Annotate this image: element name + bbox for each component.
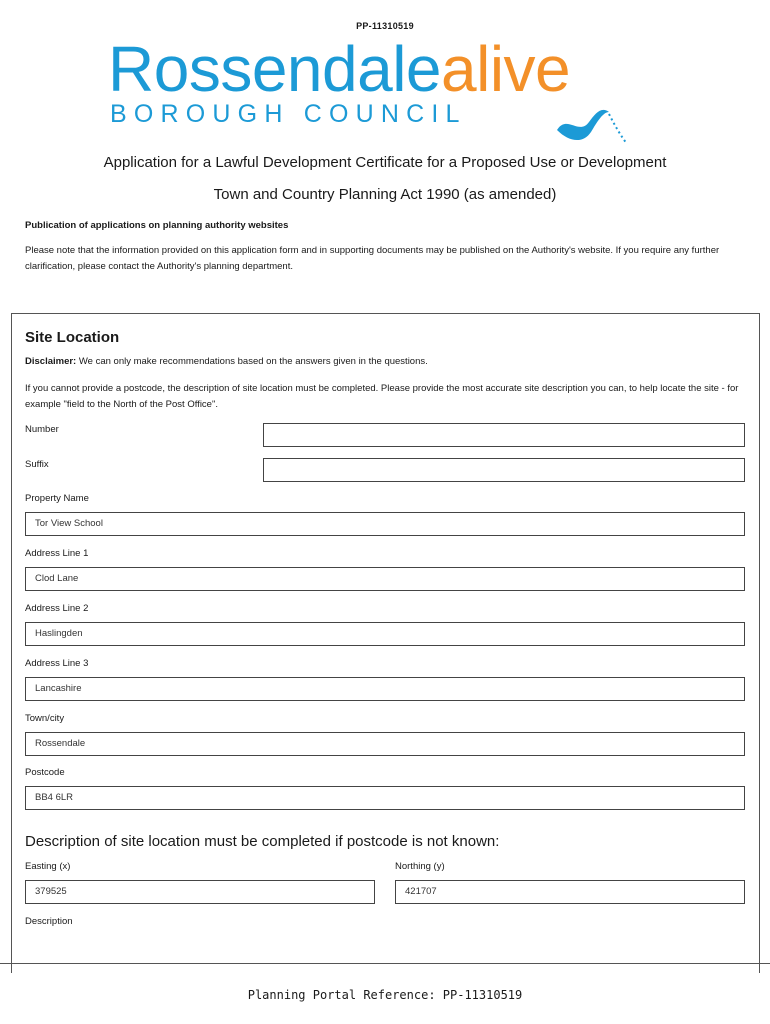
property-name-label: Property Name xyxy=(25,493,89,504)
northing-label: Northing (y) xyxy=(395,861,445,872)
site-description-heading: Description of site location must be completed if postcode is not known: xyxy=(25,833,500,850)
disclaimer-text: We can only make recommendations based on the answers given in the questions. xyxy=(76,356,428,367)
publication-text: Please note that the information provided on this application form and in supporting documents may be published on the Authority's website. If you require any further clarification, please contact the Authority's planning department. xyxy=(25,245,720,272)
form-act: Town and Country Planning Act 1990 (as amended) xyxy=(213,186,557,203)
footer-reference: Planning Portal Reference: PP-11310519 xyxy=(247,988,523,1002)
suffix-field[interactable] xyxy=(263,458,745,482)
address-line-3-label: Address Line 3 xyxy=(25,658,89,669)
address-line-1-label: Address Line 1 xyxy=(25,548,89,559)
address-line-2-label: Address Line 2 xyxy=(25,603,89,614)
postcode-note: If you cannot provide a postcode, the description of site location must be completed. Please provide the most accurate site description you can, to help locate the site - for example "field to the North of the Post Office". xyxy=(25,383,739,410)
number-label: Number xyxy=(25,424,59,435)
property-name-field[interactable]: Tor View School xyxy=(25,512,745,536)
description-label: Description xyxy=(25,916,73,927)
logo-wordmark-part2: alive xyxy=(441,33,571,105)
town-city-label: Town/city xyxy=(25,713,65,724)
address-line-2-field[interactable]: Haslingden xyxy=(25,622,745,646)
disclaimer-label: Disclaimer: xyxy=(25,356,77,367)
logo-wave-icon xyxy=(553,92,633,154)
town-city-field[interactable]: Rossendale xyxy=(25,732,745,756)
northing-field[interactable]: 421707 xyxy=(395,880,745,904)
logo-wordmark-part1: Rossendale xyxy=(108,33,441,105)
footer-divider xyxy=(0,963,770,964)
reference-number-top: PP-11310519 xyxy=(356,21,414,31)
easting-label: Easting (x) xyxy=(25,861,71,872)
number-field[interactable] xyxy=(263,423,745,447)
logo-wordmark xyxy=(108,34,570,104)
council-logo xyxy=(108,34,668,154)
address-line-1-field[interactable]: Clod Lane xyxy=(25,567,745,591)
postcode-field[interactable]: BB4 6LR xyxy=(25,786,745,810)
address-line-3-field[interactable]: Lancashire xyxy=(25,677,745,701)
suffix-label: Suffix xyxy=(25,459,49,470)
site-location-title: Site Location xyxy=(25,329,120,346)
easting-field[interactable]: 379525 xyxy=(25,880,375,904)
form-title: Application for a Lawful Development Certificate for a Proposed Use or Development xyxy=(103,154,667,171)
logo-subtitle: BOROUGH COUNCIL xyxy=(110,100,467,128)
postcode-label: Postcode xyxy=(25,767,65,778)
disclaimer xyxy=(25,356,428,367)
publication-heading: Publication of applications on planning authority websites xyxy=(25,220,289,231)
